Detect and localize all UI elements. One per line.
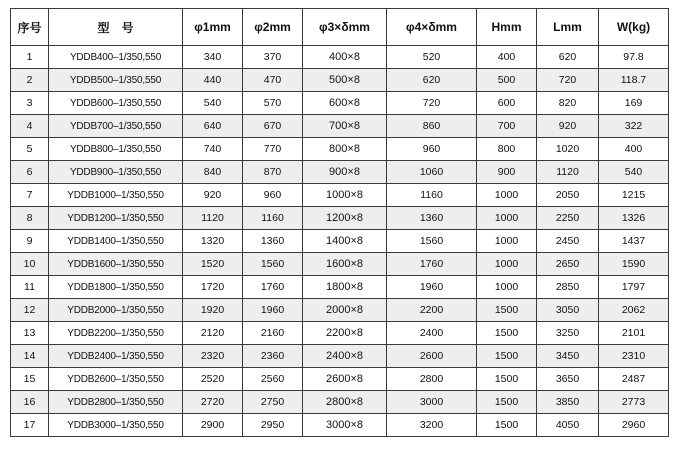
cell-index: 4 — [11, 115, 49, 138]
cell-weight: 1215 — [599, 184, 669, 207]
cell-phi2: 2160 — [243, 322, 303, 345]
cell-index: 2 — [11, 69, 49, 92]
cell-h: 1000 — [477, 253, 537, 276]
cell-phi4: 1560 — [387, 230, 477, 253]
table-row — [11, 414, 669, 437]
cell-h: 400 — [477, 46, 537, 69]
cell-weight: 322 — [599, 115, 669, 138]
cell-phi4: 2400 — [387, 322, 477, 345]
cell-phi1: 2120 — [183, 322, 243, 345]
cell-model: YDDB600–1/350,550 — [49, 92, 183, 115]
cell-phi4: 720 — [387, 92, 477, 115]
cell-phi4: 2200 — [387, 299, 477, 322]
cell-phi2: 2560 — [243, 368, 303, 391]
table-row — [11, 299, 669, 322]
cell-weight: 97.8 — [599, 46, 669, 69]
cell-phi2: 1960 — [243, 299, 303, 322]
cell-h: 1000 — [477, 207, 537, 230]
cell-weight: 2773 — [599, 391, 669, 414]
cell-phi2: 2750 — [243, 391, 303, 414]
cell-index: 13 — [11, 322, 49, 345]
cell-h: 1500 — [477, 322, 537, 345]
cell-model: YDDB1000–1/350,550 — [49, 184, 183, 207]
cell-phi1: 440 — [183, 69, 243, 92]
cell-phi2: 1760 — [243, 276, 303, 299]
col-header-phi3: φ3×δmm — [303, 9, 387, 46]
cell-phi2: 2360 — [243, 345, 303, 368]
cell-phi3: 2400×8 — [303, 345, 387, 368]
cell-h: 1500 — [477, 391, 537, 414]
cell-phi3: 3000×8 — [303, 414, 387, 437]
cell-index: 6 — [11, 161, 49, 184]
cell-index: 5 — [11, 138, 49, 161]
cell-phi1: 2520 — [183, 368, 243, 391]
cell-index: 12 — [11, 299, 49, 322]
cell-index: 16 — [11, 391, 49, 414]
cell-phi3: 2000×8 — [303, 299, 387, 322]
cell-h: 600 — [477, 92, 537, 115]
cell-model: YDDB1400–1/350,550 — [49, 230, 183, 253]
cell-phi3: 1400×8 — [303, 230, 387, 253]
cell-l: 2450 — [537, 230, 599, 253]
cell-index: 3 — [11, 92, 49, 115]
cell-phi2: 770 — [243, 138, 303, 161]
cell-weight: 1437 — [599, 230, 669, 253]
cell-model: YDDB400–1/350,550 — [49, 46, 183, 69]
cell-phi4: 3200 — [387, 414, 477, 437]
cell-l: 720 — [537, 69, 599, 92]
cell-l: 4050 — [537, 414, 599, 437]
cell-phi1: 1720 — [183, 276, 243, 299]
table-row — [11, 184, 669, 207]
cell-l: 1120 — [537, 161, 599, 184]
header-row — [11, 9, 669, 46]
col-header-index: 序号 — [11, 9, 49, 46]
cell-phi2: 470 — [243, 69, 303, 92]
col-header-h: Hmm — [477, 9, 537, 46]
cell-phi4: 860 — [387, 115, 477, 138]
table-row — [11, 161, 669, 184]
cell-phi1: 1920 — [183, 299, 243, 322]
cell-phi3: 500×8 — [303, 69, 387, 92]
cell-l: 3650 — [537, 368, 599, 391]
cell-model: YDDB3000–1/350,550 — [49, 414, 183, 437]
cell-l: 3450 — [537, 345, 599, 368]
cell-phi4: 2800 — [387, 368, 477, 391]
cell-phi4: 960 — [387, 138, 477, 161]
col-header-l: Lmm — [537, 9, 599, 46]
cell-model: YDDB1600–1/350,550 — [49, 253, 183, 276]
cell-phi4: 520 — [387, 46, 477, 69]
cell-weight: 2487 — [599, 368, 669, 391]
cell-phi1: 540 — [183, 92, 243, 115]
cell-phi1: 340 — [183, 46, 243, 69]
cell-h: 500 — [477, 69, 537, 92]
col-header-model: 型 号 — [49, 9, 183, 46]
cell-model: YDDB700–1/350,550 — [49, 115, 183, 138]
cell-phi3: 2200×8 — [303, 322, 387, 345]
table-row — [11, 138, 669, 161]
cell-weight: 540 — [599, 161, 669, 184]
spec-table-container — [10, 8, 668, 437]
cell-h: 700 — [477, 115, 537, 138]
table-row — [11, 322, 669, 345]
cell-h: 1000 — [477, 184, 537, 207]
cell-h: 800 — [477, 138, 537, 161]
col-header-phi4: φ4×δmm — [387, 9, 477, 46]
table-row — [11, 207, 669, 230]
table-row — [11, 391, 669, 414]
cell-h: 900 — [477, 161, 537, 184]
cell-index: 17 — [11, 414, 49, 437]
cell-phi1: 740 — [183, 138, 243, 161]
cell-phi2: 1360 — [243, 230, 303, 253]
cell-weight: 2062 — [599, 299, 669, 322]
cell-phi2: 570 — [243, 92, 303, 115]
cell-index: 1 — [11, 46, 49, 69]
cell-weight: 118.7 — [599, 69, 669, 92]
cell-h: 1500 — [477, 414, 537, 437]
cell-phi4: 1960 — [387, 276, 477, 299]
cell-weight: 1590 — [599, 253, 669, 276]
cell-index: 11 — [11, 276, 49, 299]
cell-l: 820 — [537, 92, 599, 115]
cell-l: 3250 — [537, 322, 599, 345]
cell-phi4: 2600 — [387, 345, 477, 368]
cell-model: YDDB1200–1/350,550 — [49, 207, 183, 230]
cell-phi3: 1600×8 — [303, 253, 387, 276]
cell-model: YDDB2200–1/350,550 — [49, 322, 183, 345]
cell-model: YDDB2600–1/350,550 — [49, 368, 183, 391]
cell-phi1: 2320 — [183, 345, 243, 368]
cell-phi2: 2950 — [243, 414, 303, 437]
cell-phi1: 2720 — [183, 391, 243, 414]
col-header-phi2: φ2mm — [243, 9, 303, 46]
col-header-phi1: φ1mm — [183, 9, 243, 46]
col-header-weight: W(kg) — [599, 9, 669, 46]
table-row — [11, 253, 669, 276]
cell-weight: 400 — [599, 138, 669, 161]
cell-h: 1000 — [477, 276, 537, 299]
cell-l: 620 — [537, 46, 599, 69]
cell-weight: 169 — [599, 92, 669, 115]
cell-phi3: 700×8 — [303, 115, 387, 138]
cell-phi3: 600×8 — [303, 92, 387, 115]
table-row — [11, 46, 669, 69]
cell-phi3: 1800×8 — [303, 276, 387, 299]
cell-phi4: 1060 — [387, 161, 477, 184]
cell-index: 10 — [11, 253, 49, 276]
cell-phi4: 1160 — [387, 184, 477, 207]
cell-phi3: 900×8 — [303, 161, 387, 184]
cell-phi2: 670 — [243, 115, 303, 138]
cell-l: 2050 — [537, 184, 599, 207]
cell-index: 15 — [11, 368, 49, 391]
cell-model: YDDB2400–1/350,550 — [49, 345, 183, 368]
cell-phi3: 1000×8 — [303, 184, 387, 207]
cell-l: 920 — [537, 115, 599, 138]
cell-phi4: 620 — [387, 69, 477, 92]
cell-phi1: 1320 — [183, 230, 243, 253]
cell-phi1: 1520 — [183, 253, 243, 276]
cell-phi1: 840 — [183, 161, 243, 184]
cell-h: 1500 — [477, 345, 537, 368]
cell-phi4: 1360 — [387, 207, 477, 230]
table-row — [11, 69, 669, 92]
table-row — [11, 368, 669, 391]
cell-phi3: 800×8 — [303, 138, 387, 161]
cell-index: 14 — [11, 345, 49, 368]
cell-phi3: 400×8 — [303, 46, 387, 69]
cell-l: 2650 — [537, 253, 599, 276]
cell-model: YDDB1800–1/350,550 — [49, 276, 183, 299]
table-row — [11, 92, 669, 115]
cell-phi1: 2900 — [183, 414, 243, 437]
cell-model: YDDB2000–1/350,550 — [49, 299, 183, 322]
cell-weight: 1326 — [599, 207, 669, 230]
spec-table — [10, 8, 669, 437]
cell-phi4: 3000 — [387, 391, 477, 414]
cell-index: 8 — [11, 207, 49, 230]
cell-weight: 2960 — [599, 414, 669, 437]
cell-l: 3050 — [537, 299, 599, 322]
cell-h: 1000 — [477, 230, 537, 253]
table-row — [11, 230, 669, 253]
table-row — [11, 115, 669, 138]
cell-model: YDDB800–1/350,550 — [49, 138, 183, 161]
cell-index: 7 — [11, 184, 49, 207]
cell-phi2: 960 — [243, 184, 303, 207]
cell-index: 9 — [11, 230, 49, 253]
cell-weight: 1797 — [599, 276, 669, 299]
cell-h: 1500 — [477, 368, 537, 391]
cell-phi1: 640 — [183, 115, 243, 138]
cell-phi1: 920 — [183, 184, 243, 207]
table-row — [11, 276, 669, 299]
cell-l: 2850 — [537, 276, 599, 299]
table-row — [11, 345, 669, 368]
table-body — [11, 46, 669, 437]
cell-l: 3850 — [537, 391, 599, 414]
cell-phi2: 370 — [243, 46, 303, 69]
cell-model: YDDB900–1/350,550 — [49, 161, 183, 184]
cell-h: 1500 — [477, 299, 537, 322]
cell-phi3: 1200×8 — [303, 207, 387, 230]
cell-phi3: 2800×8 — [303, 391, 387, 414]
cell-weight: 2101 — [599, 322, 669, 345]
cell-phi3: 2600×8 — [303, 368, 387, 391]
cell-phi2: 870 — [243, 161, 303, 184]
cell-l: 2250 — [537, 207, 599, 230]
cell-phi2: 1160 — [243, 207, 303, 230]
cell-phi4: 1760 — [387, 253, 477, 276]
cell-model: YDDB2800–1/350,550 — [49, 391, 183, 414]
cell-phi1: 1120 — [183, 207, 243, 230]
cell-weight: 2310 — [599, 345, 669, 368]
cell-l: 1020 — [537, 138, 599, 161]
cell-model: YDDB500–1/350,550 — [49, 69, 183, 92]
cell-phi2: 1560 — [243, 253, 303, 276]
